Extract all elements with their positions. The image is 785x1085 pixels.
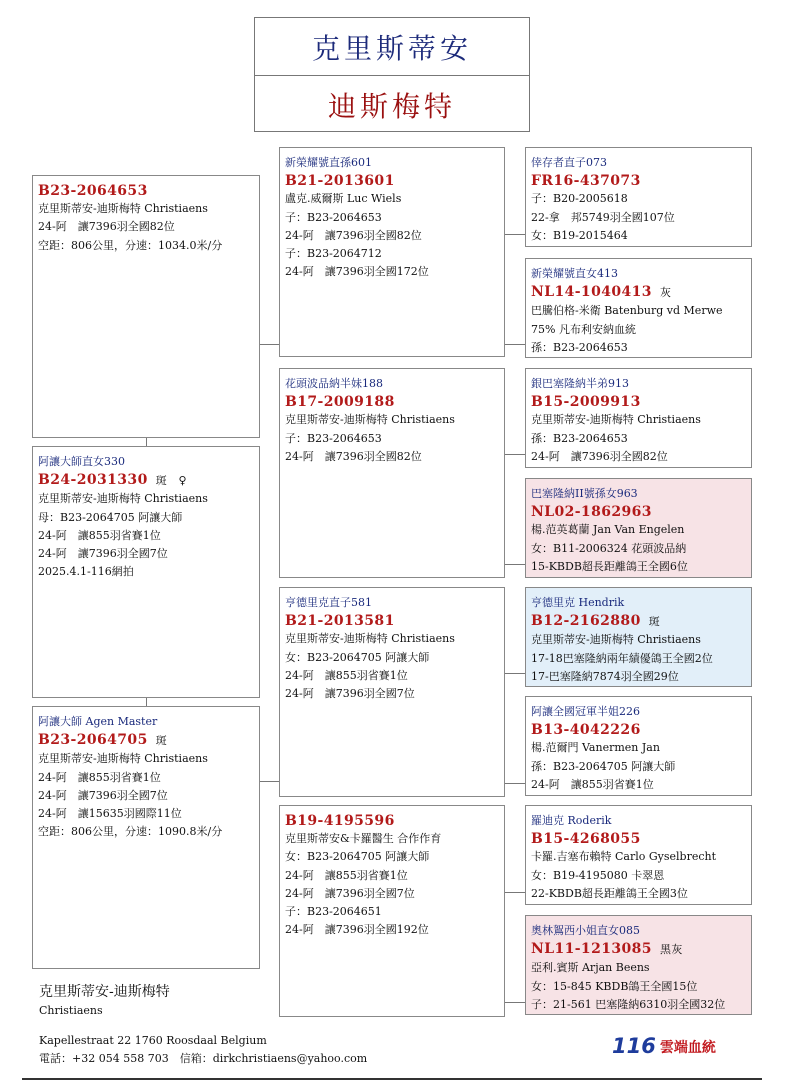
color-tag: 黑灰	[659, 943, 683, 957]
breeder-title-line-2: 迪斯梅特	[327, 89, 456, 123]
card-header: 新榮耀號直孫601	[285, 156, 372, 169]
card-line: 克里斯蒂安-迪斯梅特 Christiaens	[38, 202, 208, 216]
card-line: 24-阿 讓855羽省賽1位	[38, 528, 161, 542]
card-line: 22-拿 邦5749羽全國107位	[531, 210, 675, 224]
card-line: 女：B11-2006324 花頭波品納	[531, 541, 687, 555]
breeder-name: 克里斯蒂安-迪斯梅特	[39, 984, 170, 1000]
breeder-title-line-1: 克里斯蒂安	[255, 18, 529, 76]
card-line: 75% 凡布利安納血統	[531, 322, 636, 336]
address-text: Kapellestraat 22 1760 Roosdaal Belgium	[39, 1034, 267, 1047]
color-sex-tag: 斑 ♀	[155, 474, 187, 488]
breeder-name-en: Christiaens	[39, 1004, 103, 1017]
card-line: 女：15-845 KBDB鴿王全國15位	[531, 979, 698, 993]
card-header: 阿讓全國冠軍半姐226	[531, 705, 640, 718]
card-line: 孫：B23-2064653	[531, 340, 628, 354]
connector-line	[146, 698, 147, 706]
granddam-card	[525, 915, 752, 1015]
contact-text: 電話：+32 054 558 703 信箱：dirkchristiaens@yahoo.com	[39, 1052, 368, 1065]
pedigree-title-box	[254, 17, 530, 132]
connector-line	[505, 892, 525, 893]
ring-number: B19-4195596	[285, 813, 395, 829]
breeder-contact	[39, 1032, 367, 1068]
granddam-card	[525, 258, 752, 358]
card-line: 克里斯蒂安&卡羅醫生 合作作育	[285, 832, 442, 846]
ring-number: NL02-1862963	[531, 504, 652, 521]
card-line: 克里斯蒂安-迪斯梅特 Christiaens	[531, 413, 701, 427]
ring-number: B13-4042226	[531, 722, 641, 739]
dam-card	[32, 706, 260, 969]
card-line: 子：B23-2064653	[285, 431, 382, 445]
card-line: 子：21-561 巴塞隆納6310羽全國32位	[531, 997, 726, 1011]
card-line: 女：B23-2064705 阿讓大師	[285, 850, 430, 864]
card-line: 24-阿 讓855羽省賽1位	[38, 770, 161, 784]
cloud-pedigree-logo	[612, 1029, 722, 1057]
card-line: 17-18巴塞隆納兩年績優鴿王全國2位	[531, 651, 713, 665]
card-header: 奧林鴽西小姐直女085	[531, 924, 640, 937]
card-line: 女：B19-4195080 卡翠恩	[531, 868, 665, 882]
card-line: 克里斯蒂安-迪斯梅特 Christiaens	[531, 633, 701, 647]
ring-number: B21-2013581	[285, 613, 395, 630]
card-line: 楊.范爾門 Vanermen Jan	[531, 741, 660, 755]
connector-line	[505, 564, 525, 565]
ring-text: NL11-1213085	[531, 941, 652, 958]
card-line: 卡羅.吉塞布賴特 Carlo Gyselbrecht	[531, 850, 717, 864]
card-line: 孫：B23-2064705 阿讓大師	[531, 759, 676, 773]
color-tag: 斑	[155, 734, 168, 748]
card-header: 阿讓大師直女330	[38, 455, 125, 468]
card-header: 巴塞隆納II號孫女963	[531, 487, 638, 500]
subject-card	[32, 175, 260, 438]
connector-line	[146, 438, 147, 446]
card-line: 母：B23-2064705 阿讓大師	[38, 510, 183, 524]
card-line: 空距：806公里，分速：1034.0米/分	[38, 238, 223, 252]
card-line: 15-KBDB超長距離鴿王全國6位	[531, 559, 688, 573]
subject-dam-card	[279, 368, 505, 578]
card-line: 盧克.威爾斯 Luc Wiels	[285, 192, 402, 206]
logo-number: 116	[612, 1034, 656, 1058]
sibling-card	[32, 446, 260, 698]
card-line: 子：B23-2064653	[285, 210, 382, 224]
card-line: 24-阿 讓15635羽國際11位	[38, 807, 182, 821]
card-header: 銀巴塞隆納半弟913	[531, 377, 629, 390]
grandsire-card	[525, 147, 752, 247]
card-line: 24-阿 讓7396羽全國82位	[285, 449, 422, 463]
card-header: 花頭波品納半妹188	[285, 377, 383, 390]
ring-text: B24-2031330	[38, 472, 148, 489]
grandsire-card	[525, 368, 752, 468]
card-line: 24-阿 讓7396羽全國7位	[38, 547, 168, 561]
connector-line	[505, 783, 525, 784]
card-line: 子：B23-2064651	[285, 905, 382, 919]
grandsire-card	[525, 805, 752, 905]
color-tag: 灰	[659, 286, 672, 300]
connector-line	[260, 781, 279, 782]
card-header: 倖存者直子073	[531, 156, 607, 169]
card-line: 亞利.賓斯 Arjan Beens	[531, 961, 650, 975]
card-header: 新榮耀號直女413	[531, 267, 618, 280]
sire-card	[279, 147, 505, 357]
card-line: 克里斯蒂安-迪斯梅特 Christiaens	[38, 492, 208, 506]
dam-sire-card	[279, 587, 505, 797]
granddam-card	[525, 478, 752, 578]
ring-text: B23-2064705	[38, 732, 148, 749]
card-line: 子：B20-2005618	[531, 192, 628, 206]
ring-number: B15-2009913	[531, 394, 641, 411]
card-line: 24-阿 讓7396羽全國7位	[285, 886, 415, 900]
ring-number	[531, 612, 745, 631]
card-line: 24-阿 讓855羽省賽1位	[285, 668, 408, 682]
connector-line	[505, 344, 525, 345]
card-line: 女：B23-2064705 阿讓大師	[285, 650, 430, 664]
connector-line	[505, 454, 525, 455]
ring-text: NL14-1040413	[531, 284, 652, 301]
ring-number: FR16-437073	[531, 173, 641, 190]
logo-text: 雲端血統	[659, 1040, 716, 1056]
dam-dam-card	[279, 805, 505, 1017]
card-line: 巴騰伯格-米衛 Batenburg vd Merwe	[531, 304, 723, 318]
ring-number: B17-2009188	[285, 394, 395, 411]
connector-line	[505, 234, 525, 235]
grandsire-card	[525, 587, 752, 687]
ring-number: B21-2013601	[285, 173, 395, 190]
card-line: 22-KBDB超長距離鴿王全國3位	[531, 886, 688, 900]
card-header: 阿讓大師 Agen Master	[38, 715, 158, 728]
card-line: 24-阿 讓855羽省賽1位	[285, 868, 408, 882]
ring-number: B15-4268055	[531, 831, 641, 848]
card-line: 子：B23-2064712	[285, 247, 382, 261]
card-line: 17-巴塞隆納7874羽全國29位	[531, 669, 679, 683]
card-line: 克里斯蒂安-迪斯梅特 Christiaens	[285, 413, 455, 427]
card-line: 孫：B23-2064653	[531, 431, 628, 445]
card-line: 克里斯蒂安-迪斯梅特 Christiaens	[285, 632, 455, 646]
card-line: 24-阿 讓7396羽全國192位	[285, 923, 429, 937]
granddam-card	[525, 696, 752, 796]
card-header: 亨德里克直子581	[285, 596, 372, 609]
ring-number	[38, 471, 253, 490]
ring-text: B12-2162880	[531, 613, 641, 630]
card-line: 24-阿 讓7396羽全國7位	[285, 687, 415, 701]
ring-number	[531, 283, 745, 302]
card-line: 2025.4.1-116網拍	[38, 565, 134, 579]
card-line: 24-阿 讓7396羽全國172位	[285, 265, 429, 279]
card-line: 24-阿 讓7396羽全國82位	[38, 220, 175, 234]
card-header: 亨德里克 Hendrik	[531, 596, 625, 609]
card-line: 克里斯蒂安-迪斯梅特 Christiaens	[38, 752, 208, 766]
card-line: 女：B19-2015464	[531, 228, 628, 242]
connector-line	[260, 344, 279, 345]
card-line: 24-阿 讓7396羽全國82位	[531, 449, 668, 463]
card-line: 24-阿 讓7396羽全國7位	[38, 788, 168, 802]
card-line: 24-阿 讓7396羽全國82位	[285, 228, 422, 242]
card-header: 羅迪克 Roderik	[531, 814, 612, 827]
card-line: 空距：806公里，分速：1090.8米/分	[38, 825, 223, 839]
connector-line	[505, 673, 525, 674]
card-line: 24-阿 讓855羽省賽1位	[531, 777, 654, 791]
ring-number	[531, 940, 745, 959]
card-line: 楊.范英葛蘭 Jan Van Engelen	[531, 523, 685, 537]
ring-number	[38, 731, 253, 750]
ring-number: B23-2064653	[38, 183, 148, 199]
bottom-divider	[22, 1078, 762, 1080]
connector-line	[505, 1002, 525, 1003]
color-tag: 斑	[648, 615, 661, 629]
